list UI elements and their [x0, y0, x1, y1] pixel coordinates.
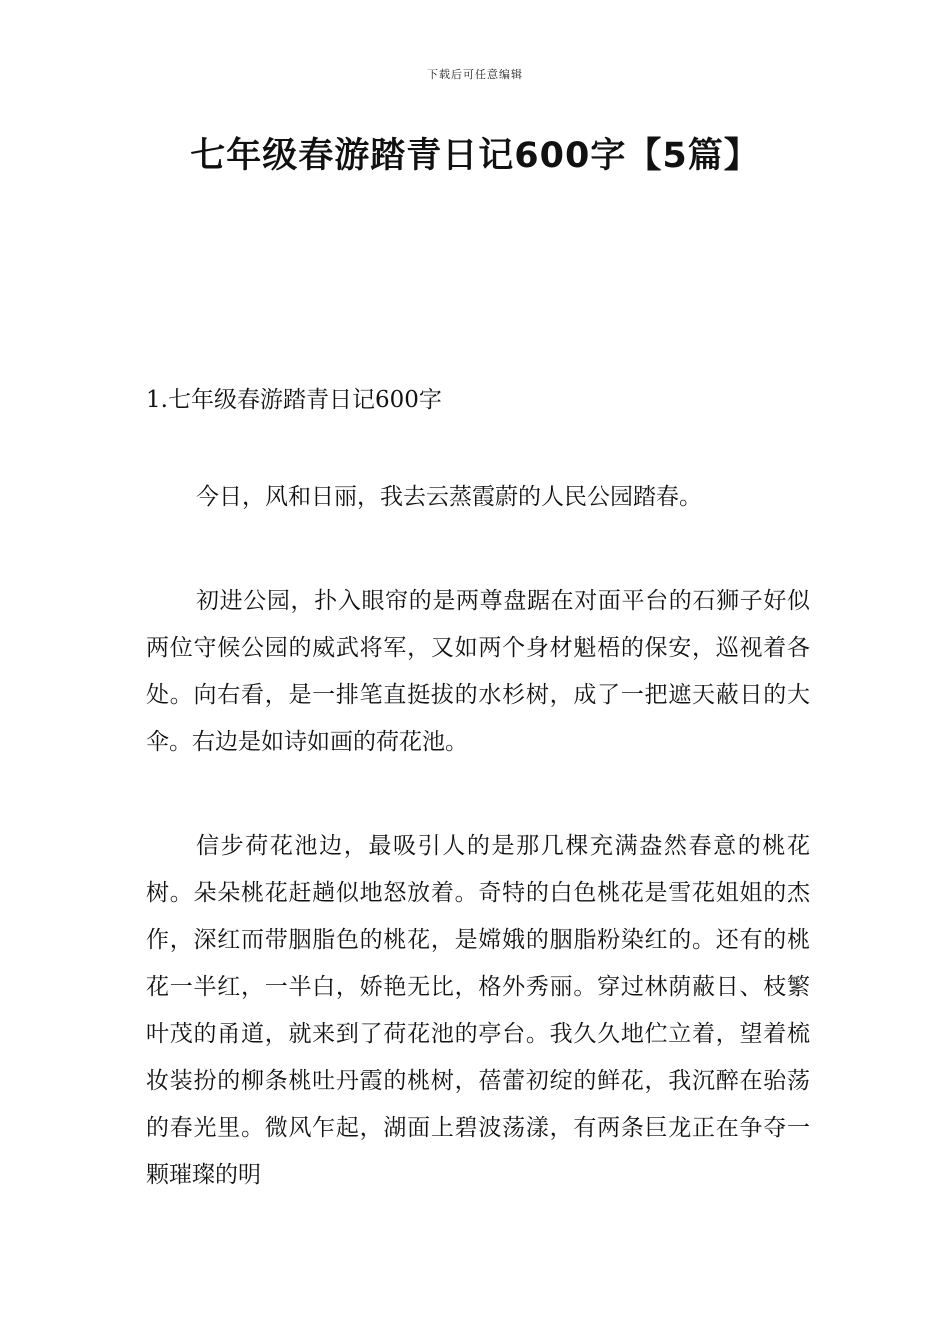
paragraph: 信步荷花池边，最吸引人的是那几棵充满盎然春意的桃花树。朵朵桃花赶趟似地怒放着。奇特的白色桃花是雪花姐姐的杰作，深红而带胭脂色的桃花，是嫦娥的胭脂粉染红的。还有的桃花一半红，一半白，娇艳无比，格外秀丽。穿过林荫蔽日、枝繁叶茂的甬道，就来到了荷花池的亭台。我久久地伫立着，望着梳妆装扮的柳条桃吐丹霞的桃树，蓓蕾初绽的鲜花，我沉醉在骀荡的春光里。微风乍起，湖面上碧波荡漾，有两条巨龙正在争夺一颗璀璨的明 [146, 833, 810, 1188]
section-heading: 1.七年级春游踏青日记600字 [146, 387, 442, 413]
header-note: 下载后可任意编辑 [427, 68, 523, 81]
document-title: 七年级春游踏青日记600字【5篇】 [190, 136, 760, 176]
paragraph: 今日，风和日丽，我去云蒸霞蔚的人民公园踏春。 [196, 484, 702, 510]
paragraph: 初进公园，扑入眼帘的是两尊盘踞在对面平台的石狮子好似两位守候公园的威武将军，又如两个身材魁梧的保安，巡视着各处。向右看，是一排笔直挺拔的水杉树，成了一把遮天蔽日的大伞。右边是如诗如画的荷花池。 [146, 588, 810, 755]
